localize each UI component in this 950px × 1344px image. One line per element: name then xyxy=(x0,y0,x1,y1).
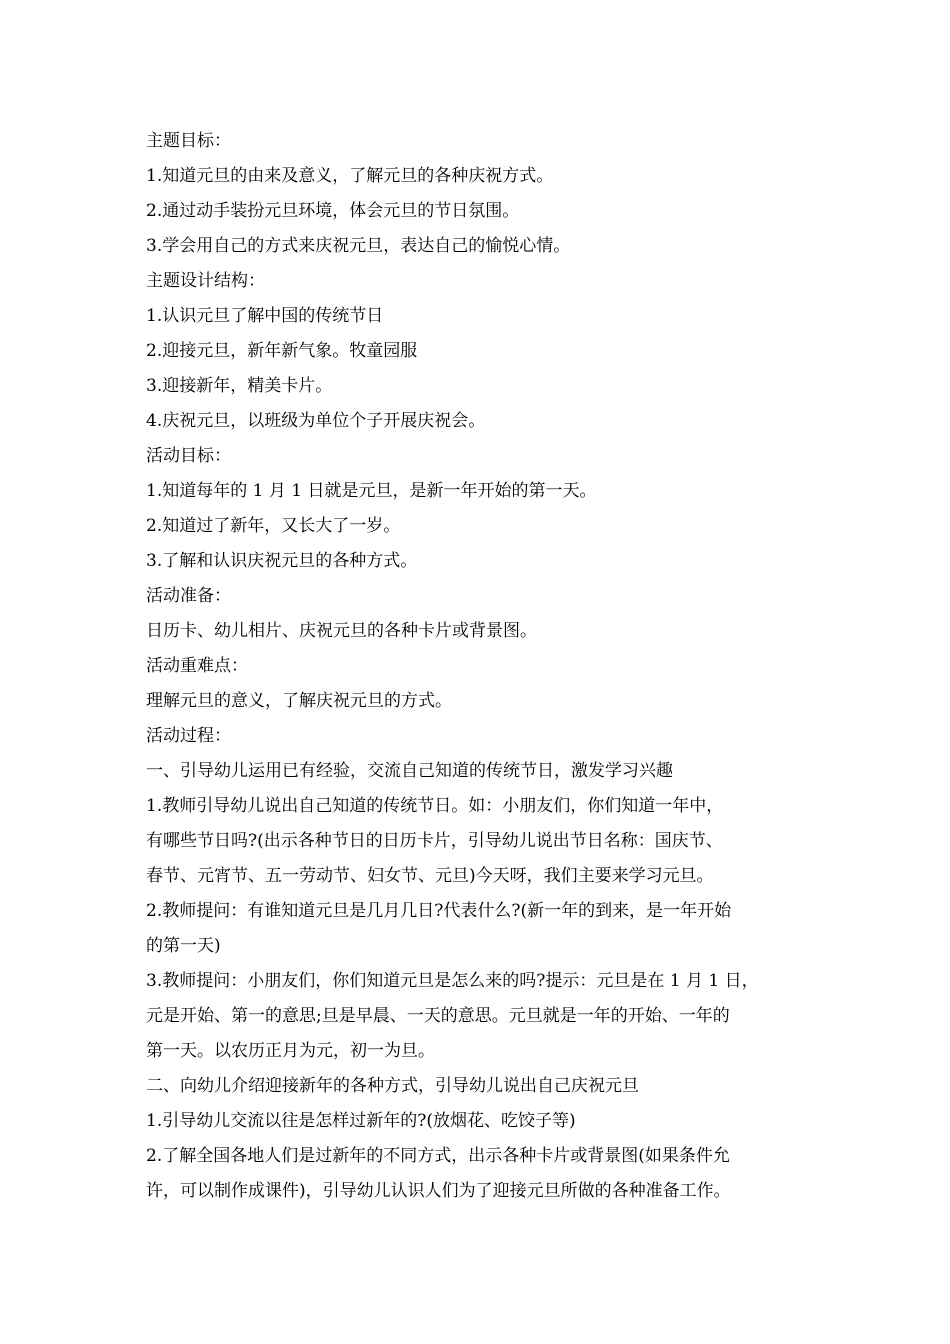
heading-activity-prep: 活动准备： xyxy=(146,586,231,606)
activity-goal-2: 2.知道过了新年，又长大了一岁。 xyxy=(146,516,401,536)
process-section-1-title: 一、引导幼儿运用已有经验，交流自己知道的传统节日，激发学习兴趣 xyxy=(146,761,673,781)
process-2-step-2-line-1: 2.了解全国各地人们是过新年的不同方式，出示各种卡片或背景图(如果条件允 xyxy=(146,1146,730,1166)
heading-theme-structure: 主题设计结构： xyxy=(146,271,265,291)
process-1-step-1-line-2: 有哪些节日吗?(出示各种节日的日历卡片，引导幼儿说出节日名称：国庆节、 xyxy=(146,831,723,851)
theme-goal-2: 2.通过动手装扮元旦环境，体会元旦的节日氛围。 xyxy=(146,201,520,221)
activity-goal-3: 3.了解和认识庆祝元旦的各种方式。 xyxy=(146,551,418,571)
process-1-step-1-line-3: 春节、元宵节、五一劳动节、妇女节、元旦)今天呀，我们主要来学习元旦。 xyxy=(146,866,714,886)
process-1-step-2-line-1: 2.教师提问：有谁知道元旦是几月几日?代表什么?(新一年的到来，是一年开始 xyxy=(146,901,732,921)
structure-item-1: 1.认识元旦了解中国的传统节日 xyxy=(146,306,384,326)
process-2-step-2-line-2: 许，可以制作成课件)，引导幼儿认识人们为了迎接元旦所做的各种准备工作。 xyxy=(146,1181,731,1201)
heading-key-points: 活动重难点： xyxy=(146,656,248,676)
activity-prep-text: 日历卡、幼儿相片、庆祝元旦的各种卡片或背景图。 xyxy=(146,621,537,641)
process-1-step-1-line-1: 1.教师引导幼儿说出自己知道的传统节日。如：小朋友们，你们知道一年中， xyxy=(146,796,724,816)
heading-activity-process: 活动过程： xyxy=(146,726,231,746)
key-points-text: 理解元旦的意义，了解庆祝元旦的方式。 xyxy=(146,691,452,711)
process-1-step-3-line-3: 第一天。以农历正月为元，初一为旦。 xyxy=(146,1041,435,1061)
structure-item-3: 3.迎接新年，精美卡片。 xyxy=(146,376,333,396)
document-body xyxy=(146,124,811,1209)
heading-theme-goals: 主题目标： xyxy=(146,131,231,151)
process-2-step-1: 1.引导幼儿交流以往是怎样过新年的?(放烟花、吃饺子等) xyxy=(146,1111,576,1131)
heading-activity-goals: 活动目标： xyxy=(146,446,231,466)
process-1-step-3-line-1: 3.教师提问：小朋友们，你们知道元旦是怎么来的吗?提示：元旦是在 1 月 1 日， xyxy=(146,971,759,991)
theme-goal-3: 3.学会用自己的方式来庆祝元旦，表达自己的愉悦心情。 xyxy=(146,236,571,256)
process-section-2-title: 二、向幼儿介绍迎接新年的各种方式，引导幼儿说出自己庆祝元旦 xyxy=(146,1076,639,1096)
activity-goal-1: 1.知道每年的 1 月 1 日就是元旦，是新一年开始的第一天。 xyxy=(146,481,597,501)
theme-goal-1: 1.知道元旦的由来及意义，了解元旦的各种庆祝方式。 xyxy=(146,166,554,186)
structure-item-2: 2.迎接元旦，新年新气象。牧童园服 xyxy=(146,341,418,361)
structure-item-4: 4.庆祝元旦，以班级为单位个子开展庆祝会。 xyxy=(146,411,486,431)
process-1-step-3-line-2: 元是开始、第一的意思;旦是早晨、一天的意思。元旦就是一年的开始、一年的 xyxy=(146,1006,730,1026)
process-1-step-2-line-2: 的第一天) xyxy=(146,936,221,956)
